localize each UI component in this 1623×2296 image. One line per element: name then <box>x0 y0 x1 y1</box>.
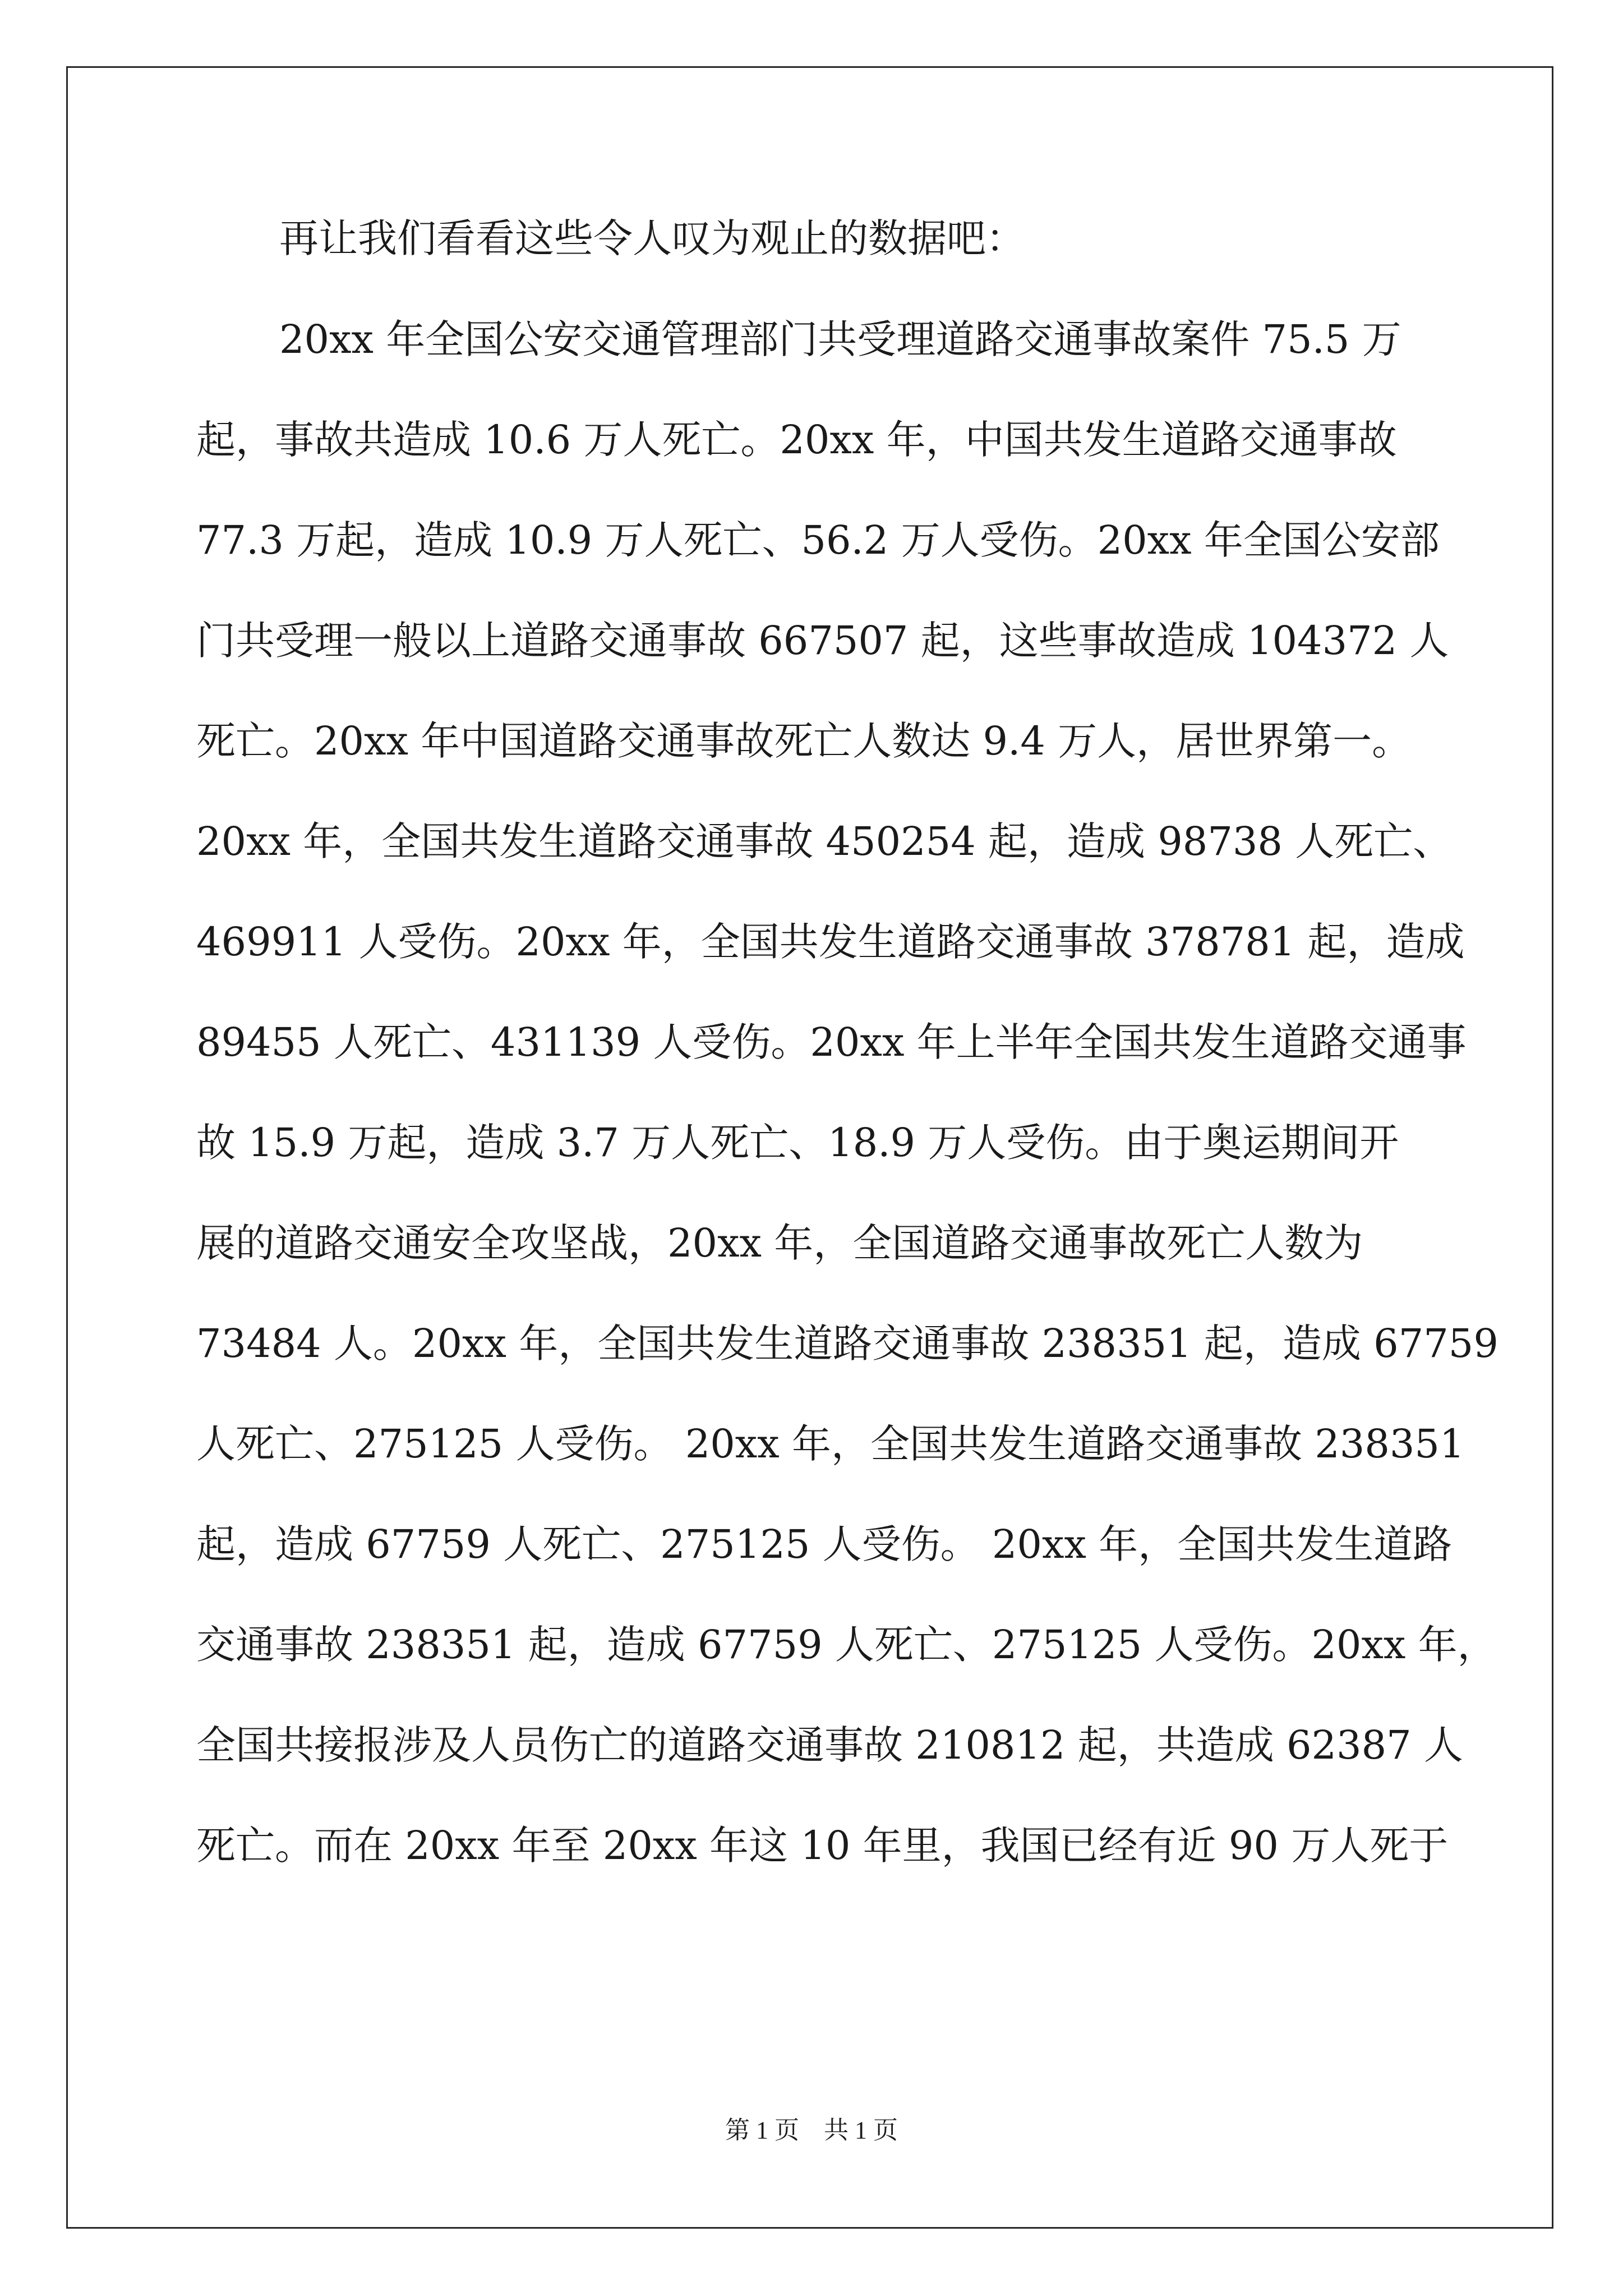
text-line: 73484 人。20xx 年，全国共发生道路交通事故 238351 起，造成 67759 <box>196 1320 1498 1366</box>
page-number-footer: 第 1 页 共 1 页 <box>725 2116 898 2144</box>
text-line: 89455 人死亡、431139 人受伤。20xx 年上半年全国共发生道路交通事 <box>196 1019 1467 1065</box>
text-line: 全国共接报涉及人员伤亡的道路交通事故 210812 起，共造成 62387 人 <box>196 1722 1463 1768</box>
text-line: 死亡。20xx 年中国道路交通事故死亡人数达 9.4 万人，居世界第一。 <box>196 718 1412 764</box>
text-line: 起，造成 67759 人死亡、275125 人受伤。 20xx 年，全国共发生道路 <box>196 1521 1453 1567</box>
text-line: 77.3 万起，造成 10.9 万人死亡、56.2 万人受伤。20xx 年全国公安部 <box>196 517 1440 563</box>
text-line: 469911 人受伤。20xx 年，全国共发生道路交通事故 378781 起，造成 <box>196 919 1465 965</box>
text-line: 起，事故共造成 10.6 万人死亡。20xx 年，中国共发生道路交通事故 <box>196 417 1397 463</box>
text-line: 死亡。而在 20xx 年至 20xx 年这 10 年里，我国已经有近 90 万人死于 <box>196 1823 1449 1869</box>
text-line: 20xx 年全国公安交通管理部门共受理道路交通事故案件 75.5 万 <box>279 316 1401 362</box>
paragraph-intro: 再让我们看看这些令人叹为观止的数据吧： <box>279 215 1025 261</box>
text-line: 交通事故 238351 起，造成 67759 人死亡、275125 人受伤。20xx 年， <box>196 1622 1497 1668</box>
text-line: 展的道路交通安全攻坚战，20xx 年，全国道路交通事故死亡人数为 <box>196 1220 1363 1266</box>
text-line: 门共受理一般以上道路交通事故 667507 起，这些事故造成 104372 人 <box>196 618 1449 664</box>
text-line: 20xx 年，全国共发生道路交通事故 450254 起，造成 98738 人死亡、 <box>196 818 1453 864</box>
text-line: 人死亡、275125 人受伤。 20xx 年，全国共发生道路交通事故 238351 <box>196 1421 1465 1467</box>
text-line: 故 15.9 万起，造成 3.7 万人死亡、18.9 万人受伤。由于奥运期间开 <box>196 1120 1399 1166</box>
